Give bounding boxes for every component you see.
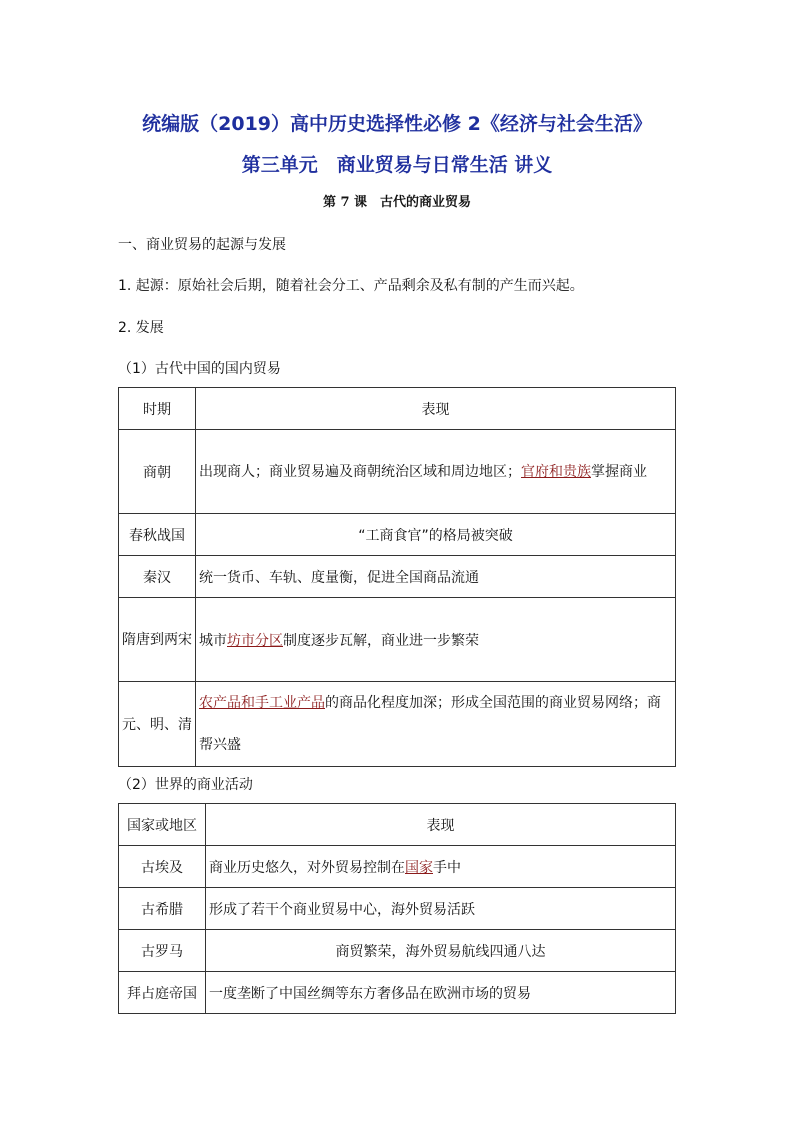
table-row xyxy=(119,888,676,930)
header-region: 国家或地区 xyxy=(119,804,206,846)
table-row xyxy=(119,682,676,767)
header-performance: 表现 xyxy=(196,388,676,430)
performance-cell: 商贸繁荣，海外贸易航线四通八达 xyxy=(206,930,676,972)
underlined-term: 农产品和手工业产品 xyxy=(199,695,325,711)
cell-text: 掌握商业 xyxy=(591,463,647,480)
underlined-term: 官府和贵族 xyxy=(521,463,591,480)
performance-cell xyxy=(196,598,676,682)
section-heading: 一、商业贸易的起源与发展 xyxy=(118,237,286,253)
performance-cell xyxy=(196,682,676,767)
cell-text: 制度逐步瓦解，商业进一步繁荣 xyxy=(283,632,479,649)
cell-text: 出现商人；商业贸易遍及商朝统治区域和周边地区； xyxy=(199,463,521,480)
document-title: 统编版（2019）高中历史选择性必修 2《经济与社会生活》 xyxy=(142,113,652,135)
region-cell: 古埃及 xyxy=(119,846,206,888)
period-cell: 元、明、清 xyxy=(119,682,196,767)
header-period: 时期 xyxy=(119,388,196,430)
table-row xyxy=(119,972,676,1014)
performance-cell: 统一货币、车轨、度量衡，促进全国商品流通 xyxy=(196,556,676,598)
subheading-domestic-trade: （1）古代中国的国内贸易 xyxy=(118,361,281,377)
table-row xyxy=(119,930,676,972)
table-row xyxy=(119,846,676,888)
performance-cell: 形成了若干个商业贸易中心，海外贸易活跃 xyxy=(206,888,676,930)
cell-text: 城市 xyxy=(199,632,227,649)
development-heading: 2. 发展 xyxy=(118,320,164,336)
unit-title: 第三单元 商业贸易与日常生活 讲义 xyxy=(241,154,553,176)
table-row xyxy=(119,430,676,514)
period-cell: 商朝 xyxy=(119,430,196,514)
performance-cell xyxy=(196,430,676,514)
table-row xyxy=(119,514,676,556)
domestic-trade-table xyxy=(118,387,676,767)
period-cell: 隋唐到两宋 xyxy=(119,598,196,682)
underlined-term: 国家 xyxy=(405,859,433,876)
table-row xyxy=(119,598,676,682)
table-header-row xyxy=(119,804,676,846)
period-cell: 秦汉 xyxy=(119,556,196,598)
performance-cell: “工商食官”的格局被突破 xyxy=(196,514,676,556)
period-cell: 春秋战国 xyxy=(119,514,196,556)
region-cell: 古罗马 xyxy=(119,930,206,972)
subheading-world-trade: （2）世界的商业活动 xyxy=(118,777,253,793)
performance-cell xyxy=(206,846,676,888)
origin-paragraph: 1. 起源：原始社会后期，随着社会分工、产品剩余及私有制的产生而兴起。 xyxy=(118,278,584,294)
cell-text: 商业历史悠久，对外贸易控制在 xyxy=(209,859,405,876)
header-performance: 表现 xyxy=(206,804,676,846)
performance-cell: 一度垄断了中国丝绸等东方奢侈品在欧洲市场的贸易 xyxy=(206,972,676,1014)
world-trade-table xyxy=(118,803,676,1014)
cell-text: 手中 xyxy=(433,859,461,876)
table-header-row xyxy=(119,388,676,430)
table-row xyxy=(119,556,676,598)
lesson-title: 第 7 课 古代的商业贸易 xyxy=(322,195,472,210)
underlined-term: 坊市分区 xyxy=(227,632,283,649)
cell-text: 的商品化程度加深；形成全国范围的商业贸易网络；商帮兴盛 xyxy=(199,695,661,753)
region-cell: 古希腊 xyxy=(119,888,206,930)
region-cell: 拜占庭帝国 xyxy=(119,972,206,1014)
